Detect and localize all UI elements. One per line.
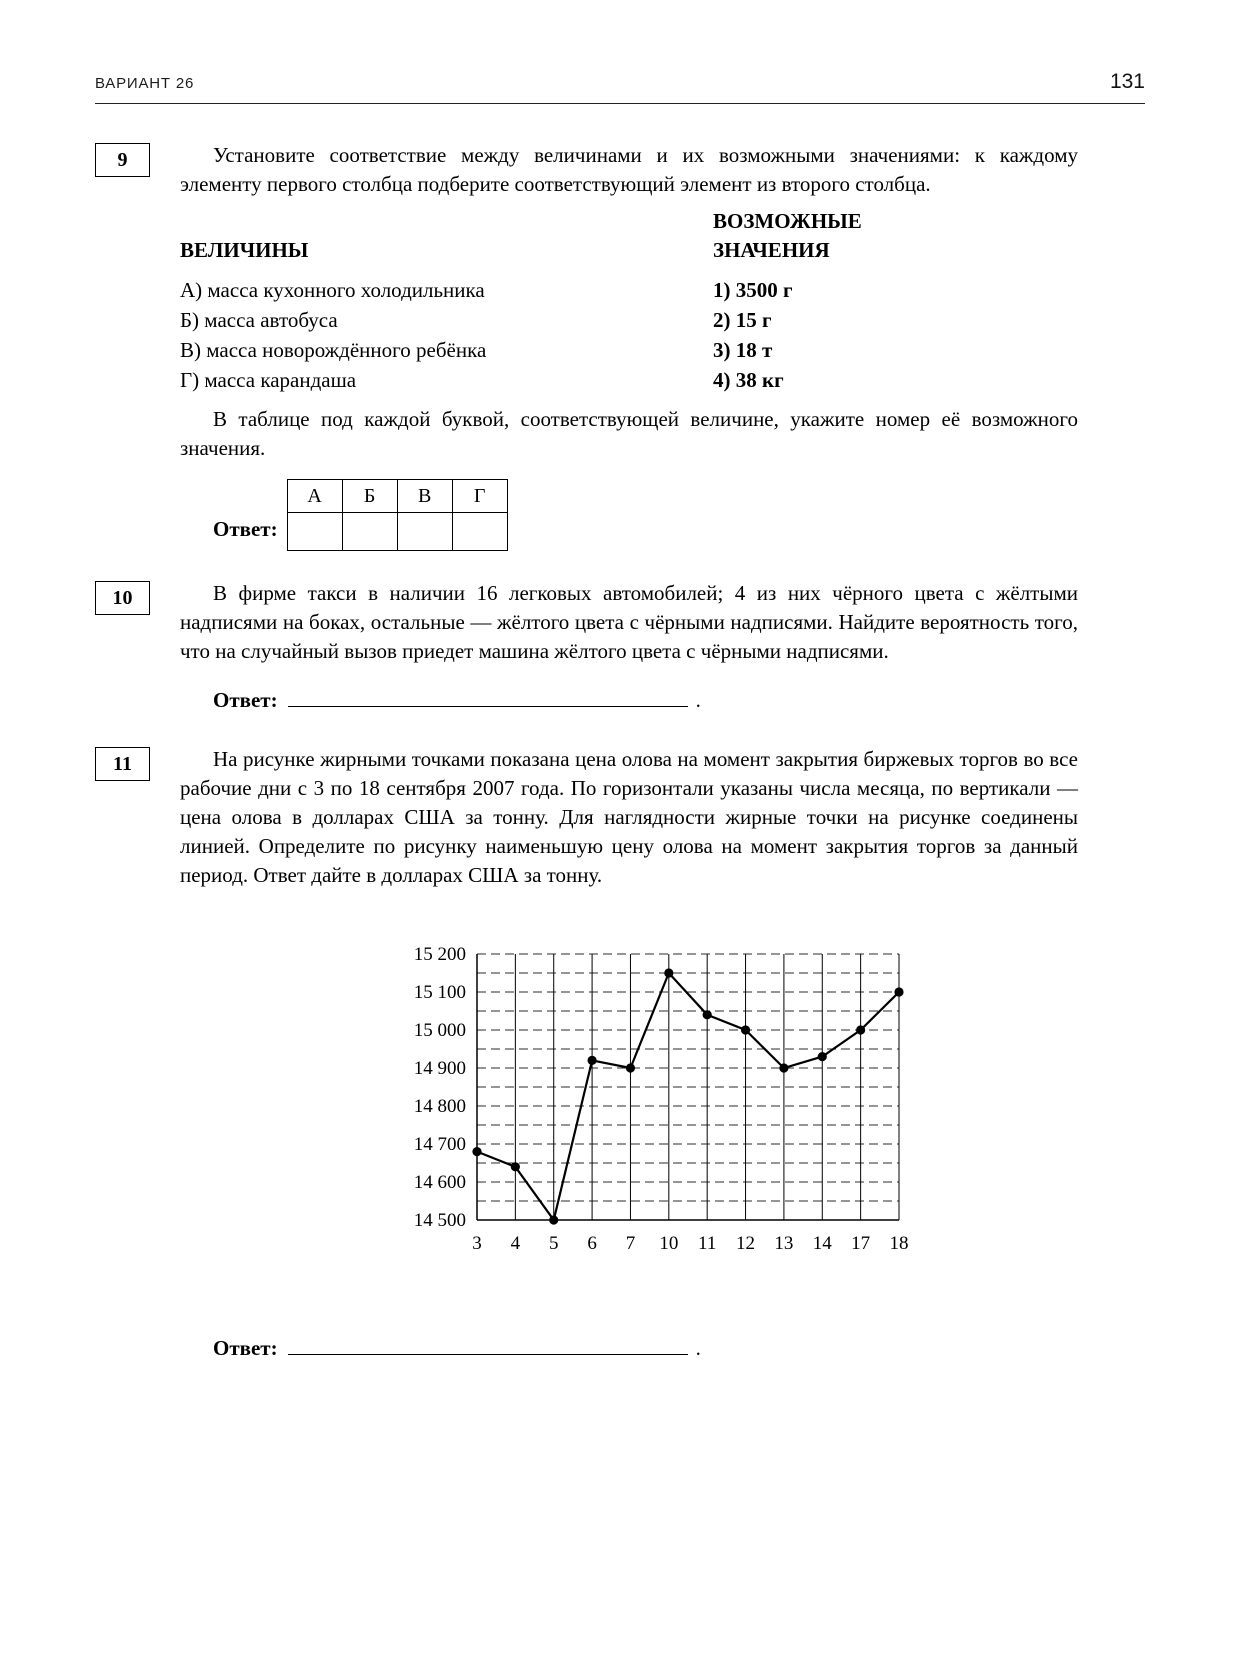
right-column-header [713,207,1078,265]
problem-9-intro: Установите соответствие между величинами и их возможными значениями: к каждому элементу первого столбца подберите соответствующий элемент из второго столбца. [180,143,1078,196]
answer-table-blank-row [287,513,507,551]
page-number: 131 [1109,70,1145,93]
answer-table [287,479,508,551]
match-item: 3) 18 т [713,338,773,362]
problem-11-text: На рисунке жирными точками показана цена олова на момент закрытия биржевых торгов во все рабочие дни с 3 по 18 сентября 2007 года. По горизонтали указаны числа месяца, по вертикали — цена олова в долларах США за тонну. Для наглядности жирные точки на рисунке соединены линией. Определите по рисунку наименьшую цену олова на момент закрытия торгов за данный период. Ответ дайте в долларах США за тонну. [180,747,1078,887]
match-item: 4) 38 кг [713,368,784,392]
problem-9-answer-row [213,479,1078,551]
match-item: Б) масса автобуса [180,308,338,332]
match-item: 2) 15 г [713,308,772,332]
header-rule [95,103,1145,104]
match-item: В) масса новорождённого ребёнка [180,338,487,362]
answer-cell [287,513,342,551]
line-chart-svg [355,938,915,1264]
left-column [180,207,713,395]
problem-10 [95,579,1145,715]
match-item: 1) 3500 г [713,278,793,302]
svg-text:14 900: 14 900 [413,1058,466,1079]
right-column-list [713,275,1078,395]
answer-cell [342,513,397,551]
answer-cell [397,513,452,551]
problem-10-number: 10 [112,586,133,609]
answer-blank-line [288,1337,688,1355]
problem-10-number-box [95,581,150,615]
right-column-header-line: ВОЗМОЖНЫЕ [713,209,862,233]
problem-10-answer-row [213,686,1078,715]
svg-text:14 700: 14 700 [413,1134,466,1155]
price-chart [355,938,915,1264]
svg-text:15 000: 15 000 [413,1020,466,1041]
svg-text:15 100: 15 100 [413,982,466,1003]
problem-10-text: В фирме такси в наличии 16 легковых автомобилей; 4 из них чёрного цвета с жёлтыми надписями на боках, остальные — жёлтого цвета с чёрными надписями. Найдите вероятность того, что на случайный вызов приедет машина жёлтого цвета с чёрными надписями. [180,581,1078,663]
svg-text:14 600: 14 600 [413,1172,466,1193]
svg-text:4: 4 [510,1233,521,1254]
problem-11-number: 11 [113,752,132,775]
matching-columns [180,207,1078,395]
svg-text:3: 3 [472,1233,482,1254]
svg-text:15 200: 15 200 [413,944,466,965]
answer-table-header: Г [452,480,507,513]
problem-10-content [180,579,1078,715]
answer-table-header: А [287,480,342,513]
problem-9-outro: В таблице под каждой буквой, соответствующей величине, укажите номер её возможного значения. [180,407,1078,460]
svg-text:10: 10 [659,1233,679,1254]
problem-11-number-box [95,747,150,781]
answer-suffix: . [695,688,701,712]
page-header [95,70,1145,94]
answer-label: Ответ: [213,517,278,541]
svg-text:14 800: 14 800 [413,1096,466,1117]
problem-9-number-box [95,143,150,177]
svg-text:18: 18 [889,1233,909,1254]
answer-blank-line [288,689,688,707]
svg-text:12: 12 [736,1233,756,1254]
left-column-list [180,275,713,395]
problem-11 [95,745,1145,1363]
problem-11-answer-row [213,1334,1078,1363]
answer-table-header-row [287,480,507,513]
answer-label: Ответ: [213,1336,278,1360]
answer-table-header: Б [342,480,397,513]
answer-table-header: В [397,480,452,513]
right-column [713,207,1078,395]
answer-suffix: . [695,1336,701,1360]
svg-text:6: 6 [587,1233,597,1254]
problem-11-content [180,745,1078,1363]
svg-text:14 500: 14 500 [413,1210,466,1231]
svg-text:14: 14 [812,1233,832,1254]
svg-text:13: 13 [774,1233,794,1254]
variant-label: ВАРИАНТ 26 [95,75,195,92]
match-item: Г) масса карандаша [180,368,357,392]
answer-label: Ответ: [213,688,278,712]
right-column-header-line: ЗНАЧЕНИЯ [713,238,830,262]
answer-cell [452,513,507,551]
match-item: А) масса кухонного холодильника [180,278,485,302]
svg-text:7: 7 [625,1233,636,1254]
svg-text:5: 5 [548,1233,559,1254]
problem-9-number: 9 [117,148,128,171]
svg-text:11: 11 [698,1233,717,1254]
svg-text:17: 17 [851,1233,871,1254]
left-column-header: ВЕЛИЧИНЫ [180,238,309,262]
problem-9-content [180,141,1078,551]
problem-9 [95,141,1145,551]
